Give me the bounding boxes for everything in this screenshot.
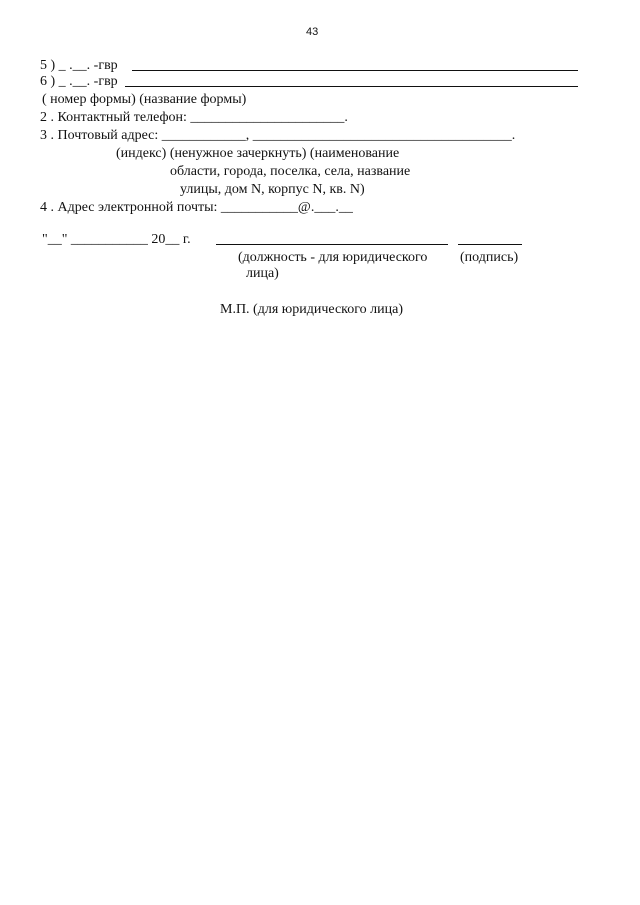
seal-caption: М.П. (для юридического лица) xyxy=(220,302,403,317)
phone-field: 2 . Контактный телефон: ______________________. xyxy=(40,110,348,125)
position-caption-1: (должность - для юридического xyxy=(238,250,428,265)
signature-caption: (подпись) xyxy=(460,250,519,265)
position-line xyxy=(216,244,448,245)
row-5-label: 5 ) _ .__. -гвр xyxy=(40,58,118,73)
email-field: 4 . Адрес электронной почты: ___________@.___.__ xyxy=(40,200,353,215)
address-caption-line2: области, города, поселка, села, название xyxy=(170,164,411,179)
page-number: 43 xyxy=(306,26,319,38)
address-caption-line1: (индекс) (ненужное зачеркнуть) (наименование xyxy=(116,146,400,161)
address-field: 3 . Почтовый адрес: ____________, _____________________________________. xyxy=(40,128,516,143)
signature-line xyxy=(458,244,522,245)
position-caption-2: лица) xyxy=(246,266,279,281)
address-caption-line3: улицы, дом N, корпус N, кв. N) xyxy=(180,182,365,197)
row-6-form-name-line xyxy=(125,86,578,87)
row-5-form-name-line xyxy=(132,70,578,71)
row-6-label: 6 ) _ .__. -гвр xyxy=(40,74,118,89)
form-captions: ( номер формы) (название формы) xyxy=(42,92,247,107)
signature-date: "__" ___________ 20__ г. xyxy=(42,232,191,247)
